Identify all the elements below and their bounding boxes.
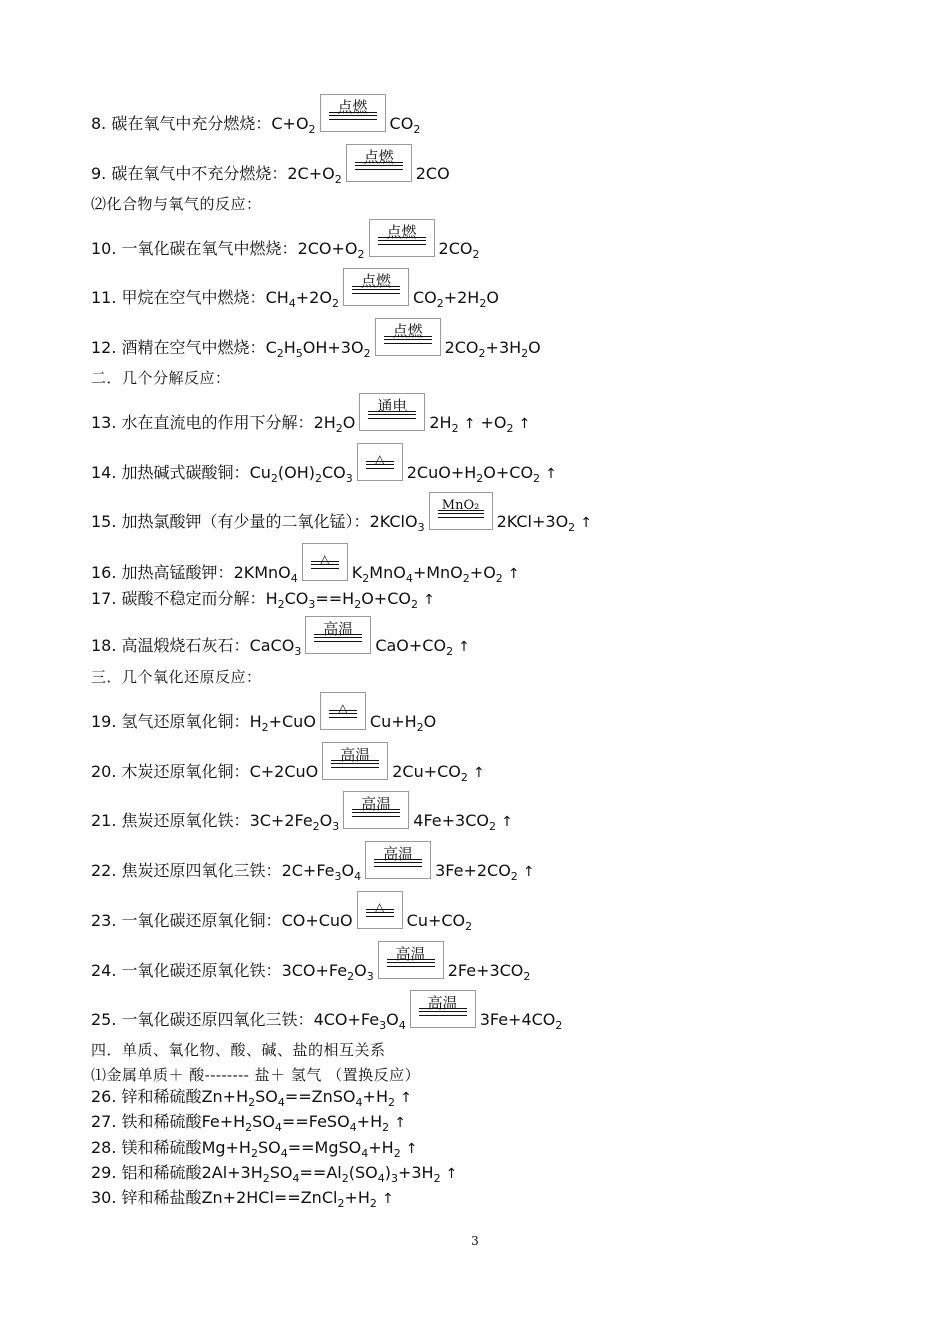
equals-bars [352, 809, 400, 817]
reaction-condition-box [365, 841, 431, 879]
reaction-condition-box [343, 791, 409, 829]
reaction-formula: $H_2CO_3==H_2O+CO_2$ ↑ [265, 589, 435, 611]
equals-bars [374, 859, 422, 867]
reaction-number: 23. [91, 911, 117, 930]
condition-label: △ [375, 452, 385, 466]
page-number: 3 [471, 1234, 479, 1248]
reaction-description: 锌和稀硫酸 [121, 1087, 202, 1106]
reaction-reactants: $2C+O_2$ [287, 164, 342, 186]
reaction-products: $2KCl+3O_2$ ↑ [496, 512, 592, 534]
reaction-description: 加热高锰酸钾： [121, 563, 234, 582]
reaction-products: $4Fe+3CO_2$ ↑ [413, 811, 513, 833]
condition-label: △ [338, 701, 348, 715]
reaction-condition-box [346, 144, 412, 182]
condition-label: 点燃 [363, 148, 394, 166]
condition-label: 高温 [395, 945, 426, 963]
reaction-description: 锌和稀盐酸 [121, 1188, 202, 1207]
reaction-products: $2H_2$ ↑ $+O_2$ ↑ [429, 413, 531, 435]
reaction-condition-box [369, 219, 435, 257]
section-heading: 二．几个分解反应： [91, 369, 231, 387]
equals-bars [438, 510, 484, 518]
reaction-line [91, 589, 435, 610]
equals-bars [366, 909, 394, 917]
reaction-description: 铁和稀硫酸 [121, 1112, 202, 1131]
reaction-reactants: $2C+Fe_3O_4$ [281, 861, 362, 883]
section-heading: ⑴金属单质＋ 酸-------- 盐＋ 氢气 （置换反应） [91, 1066, 421, 1084]
reaction-reactants: $CH_4+2O_2$ [265, 288, 339, 310]
reaction-description: 加热碱式碳酸铜： [121, 463, 250, 482]
reaction-number: 28. [91, 1138, 117, 1157]
reaction-number: 24. [91, 961, 117, 980]
reaction-description: 高温煅烧石灰石： [121, 636, 250, 655]
reaction-products: $2Cu+CO_2$ ↑ [392, 762, 485, 784]
condition-label: 高温 [427, 994, 458, 1012]
reaction-description: 焦炭还原氧化铁： [121, 811, 250, 830]
reaction-reactants: $H_2+CuO$ [249, 712, 316, 734]
reaction-line [91, 1138, 418, 1159]
reaction-number: 12. [91, 338, 117, 357]
reaction-description: 一氧化碳还原氧化铁： [121, 961, 282, 980]
reaction-line [91, 1163, 457, 1184]
reaction-formula: $Zn+2HCl==ZnCl_2+H_2$ ↑ [201, 1188, 394, 1210]
reaction-reactants: $4CO+Fe_3O_4$ [313, 1010, 406, 1032]
reaction-reactants: $3C+2Fe_2O_3$ [249, 811, 340, 833]
condition-label: △ [320, 552, 330, 566]
equals-bars [311, 561, 339, 569]
reaction-condition-box [378, 941, 444, 979]
reaction-condition-box [375, 318, 441, 356]
condition-label: 高温 [340, 746, 371, 764]
condition-label: 点燃 [392, 322, 423, 340]
reaction-description: 镁和稀硫酸 [121, 1138, 202, 1157]
reaction-description: 碳酸不稳定而分解： [121, 589, 266, 608]
reaction-products: $Cu+H_2O$ [369, 712, 437, 734]
reaction-number: 19. [91, 712, 117, 731]
reaction-formula: $Mg+H_2SO_4==MgSO_4+H_2$ ↑ [201, 1138, 418, 1160]
section-heading: ⑵化合物与氧气的反应： [91, 195, 262, 213]
reaction-products: 2CO [415, 164, 450, 183]
reaction-products: $2CuO+H_2O+CO_2$ ↑ [406, 463, 557, 485]
reaction-formula: $Fe+H_2SO_4==FeSO_4+H_2$ ↑ [201, 1112, 406, 1134]
reaction-number: 11. [91, 288, 117, 307]
condition-label: 高温 [383, 845, 414, 863]
reaction-number: 16. [91, 563, 117, 582]
reaction-number: 27. [91, 1112, 117, 1131]
reaction-products: $2CO_2$ [438, 239, 480, 261]
reaction-line [91, 1087, 412, 1108]
reaction-number: 30. [91, 1188, 117, 1207]
equals-bars [384, 336, 432, 344]
reaction-products: $3Fe+4CO_2$ [479, 1010, 563, 1032]
reaction-description: 一氧化碳还原氧化铜： [121, 911, 282, 930]
condition-label: 点燃 [386, 223, 417, 241]
reaction-description: 木炭还原氧化铜： [121, 762, 250, 781]
reaction-description: 铝和稀硫酸 [121, 1163, 202, 1182]
reaction-products: $2CO_2+3H_2O$ [444, 338, 541, 360]
reaction-number: 20. [91, 762, 117, 781]
reaction-line [91, 1188, 394, 1209]
reaction-condition-box [410, 990, 476, 1028]
reaction-number: 8. [91, 114, 107, 133]
reaction-reactants: $2CO+O_2$ [297, 239, 365, 261]
reaction-line [91, 1112, 406, 1133]
condition-label: △ [375, 900, 385, 914]
equals-bars [331, 760, 379, 768]
reaction-condition-box [320, 94, 386, 132]
reaction-condition-box [305, 616, 371, 654]
reaction-description: 加热氯酸钾（有少量的二氧化锰）： [121, 512, 370, 531]
reaction-reactants: 2KMnO$_4$ [233, 563, 298, 585]
equals-bars [352, 286, 400, 294]
reaction-reactants: 2KClO$_3$ [369, 512, 425, 534]
condition-label: 高温 [323, 620, 354, 638]
equals-bars [378, 237, 426, 245]
reaction-number: 9. [91, 164, 107, 183]
reaction-description: 甲烷在空气中燃烧： [121, 288, 266, 307]
reaction-products: $CaO+CO_2$ ↑ [375, 636, 470, 658]
reaction-number: 17. [91, 589, 117, 608]
reaction-condition-box [357, 443, 403, 481]
reaction-condition-box [357, 891, 403, 929]
reaction-description: 碳在氧气中不充分燃烧： [111, 164, 288, 183]
section-heading: 三．几个氧化还原反应： [91, 668, 262, 686]
reaction-number: 13. [91, 413, 117, 432]
reaction-reactants: C+2CuO [249, 762, 319, 781]
reaction-products: $CO_2+2H_2O$ [412, 288, 499, 310]
reaction-products: $K_2MnO_4+MnO_2+O_2$ ↑ [351, 563, 520, 585]
reaction-description: 焦炭还原四氧化三铁： [121, 861, 282, 880]
reaction-reactants: $C+O_2$ [271, 114, 316, 136]
reaction-number: 29. [91, 1163, 117, 1182]
reaction-products: $Cu+CO_2$ [406, 911, 473, 933]
condition-label: 通电 [377, 397, 408, 415]
reaction-number: 26. [91, 1087, 117, 1106]
reaction-description: 水在直流电的作用下分解： [121, 413, 314, 432]
reaction-condition-box [320, 692, 366, 730]
reaction-reactants: $C_2H_5OH+3O_2$ [265, 338, 371, 360]
condition-label: 点燃 [360, 272, 391, 290]
equals-bars [329, 112, 377, 120]
equals-bars [355, 162, 403, 170]
reaction-reactants: $Cu_2(OH)_2CO_3$ [249, 463, 353, 485]
reaction-formula: $2Al+3H_2SO_4==Al_2(SO_4)_3+3H_2$ ↑ [201, 1163, 458, 1185]
reaction-products: $2Fe+3CO_2$ [447, 961, 531, 983]
section-heading: 四．单质、氧化物、酸、碱、盐的相互关系 [91, 1041, 386, 1059]
equals-bars [366, 461, 394, 469]
equals-bars [329, 710, 357, 718]
reaction-number: 21. [91, 811, 117, 830]
reaction-reactants: $3CO+Fe_2O_3$ [281, 961, 374, 983]
reaction-description: 一氧化碳在氧气中燃烧： [121, 239, 298, 258]
reaction-number: 10. [91, 239, 117, 258]
condition-label: 高温 [361, 795, 392, 813]
reaction-reactants: $2H_2O$ [313, 413, 356, 435]
reaction-reactants: CO+CuO [281, 911, 353, 930]
equals-bars [314, 634, 362, 642]
reaction-condition-box [343, 268, 409, 306]
reaction-products: $CO_2$ [389, 114, 421, 136]
reaction-description: 氢气还原氧化铜： [121, 712, 250, 731]
reaction-condition-box [302, 543, 348, 581]
reaction-condition-box [322, 742, 388, 780]
reaction-number: 22. [91, 861, 117, 880]
reaction-number: 18. [91, 636, 117, 655]
reaction-description: 酒精在空气中燃烧： [121, 338, 266, 357]
reaction-condition-box [429, 492, 493, 530]
reaction-number: 15. [91, 512, 117, 531]
reaction-number: 25. [91, 1010, 117, 1029]
reaction-description: 碳在氧气中充分燃烧： [111, 114, 272, 133]
reaction-reactants: CaCO$_3$ [249, 636, 302, 658]
reaction-products: $3Fe+2CO_2$ ↑ [435, 861, 535, 883]
reaction-description: 一氧化碳还原四氧化三铁： [121, 1010, 314, 1029]
equals-bars [368, 411, 416, 419]
reaction-formula: $Zn+H_2SO_4==ZnSO_4+H_2$ ↑ [201, 1087, 412, 1109]
reaction-condition-box [359, 393, 425, 431]
reaction-number: 14. [91, 463, 117, 482]
equals-bars [387, 959, 435, 967]
condition-label: MnO₂ [441, 498, 480, 513]
equals-bars [419, 1008, 467, 1016]
condition-label: 点燃 [337, 98, 368, 116]
